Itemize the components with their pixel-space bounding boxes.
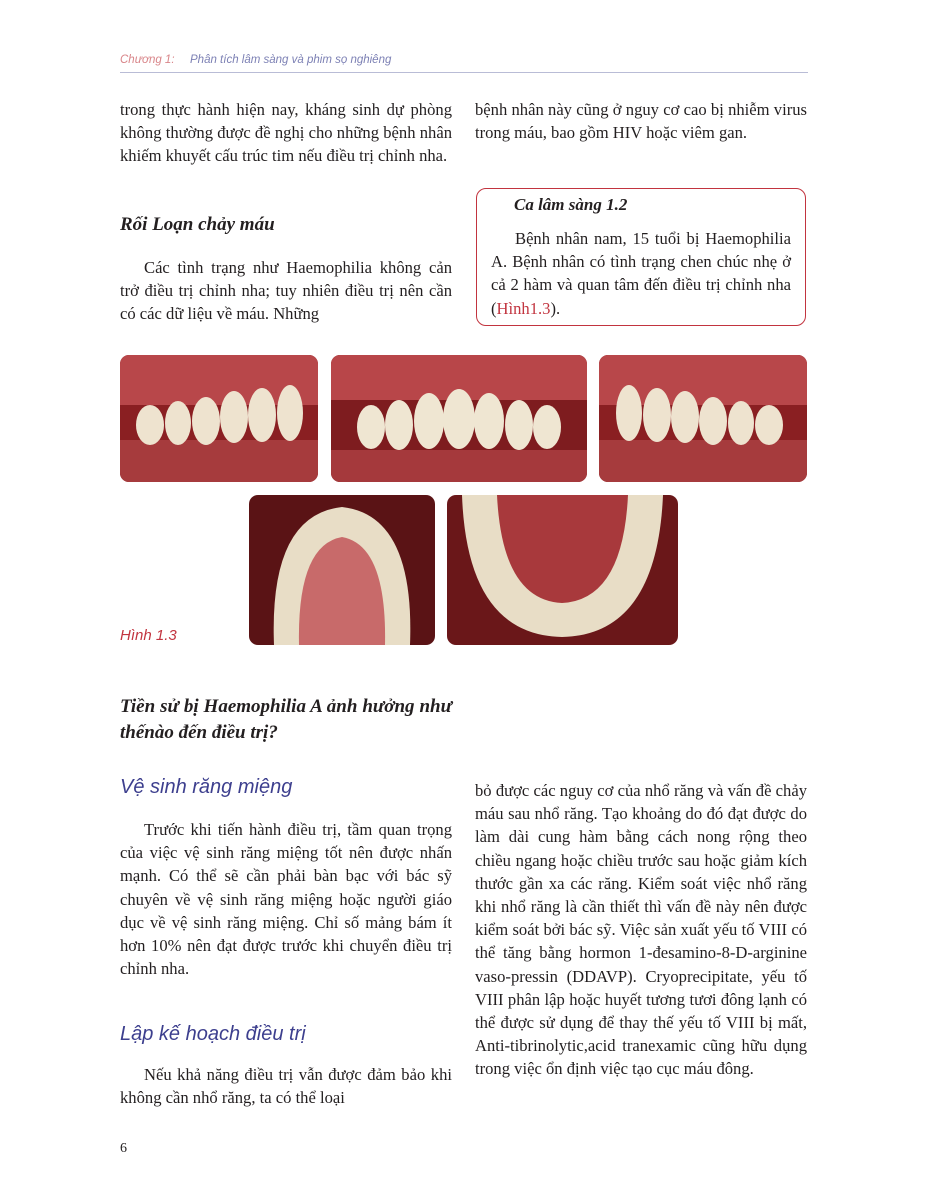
photo-right-buccal <box>120 355 318 482</box>
photo-frontal <box>331 355 587 482</box>
bleeding-paragraph: Các tình trạng như Haemophilia không cản trở điều trị chỉnh nha; tuy nhiên điều trị nên cần có các dữ liệu về máu. Những <box>120 258 452 324</box>
treatment-planning-continued: bỏ được các nguy cơ của nhổ răng và vấn đề chảy máu sau nhổ răng. Tạo khoảng do đó đạt được do làm dài cung hàm bằng cách nong rộng theo chiều ngang hoặc chiều trước sau hoặc giảm kích thước gần xa các răng. Kiểm soát việc nhổ răng khi nhổ răng là cần thiết thì vấn đề này nên được kiểm soát bởi bác sỹ. Việc sản xuất yếu tố VIII có thể tăng bằng hormon 1-đesamino-8-D-arginine vaso-pressin (DDAVP). Cryoprecipitate, yếu tố VIII phân lập hoặc huyết tương tươi đông lạnh có thể được sử dụng để thay thế yếu tố VIII bị mất, Anti-tibrinolytic,acid tranexamic cũng hữu dụng trong việc ổn định việc tạo cục máu đông. <box>475 781 807 1079</box>
photo-left-buccal <box>599 355 807 482</box>
figure-link[interactable]: Hình1.3 <box>496 298 551 318</box>
continued-paragraph: bệnh nhân này cũng ở nguy cơ cao bị nhiễm virus trong máu, bao gồm HIV hoặc viêm gan. <box>475 100 807 143</box>
case-title: Ca lâm sàng 1.2 <box>514 195 628 214</box>
case-text-end: ). <box>550 298 561 318</box>
case-text <box>491 227 791 320</box>
treatment-planning-heading: Lập kế hoạch điều trị <box>120 1023 306 1045</box>
case-text-body: Bệnh nhân nam, 15 tuổi bị Haemophilia A. Bệnh nhân có tình trạng chen chúc nhẹ ở cả 2 hàm và quan tâm đến điều trị chỉnh nha ( <box>491 229 791 318</box>
chapter-label: Chương 1: <box>120 54 175 66</box>
oral-hygiene-heading: Vệ sinh răng miệng <box>120 776 293 798</box>
header-divider <box>120 72 808 73</box>
figure-caption: Hình 1.3 <box>120 627 177 644</box>
question-heading: Tiền sử bị Haemophilia A ảnh hưởng như thếnào đến điều trị? <box>120 696 452 743</box>
photo-upper-occlusal <box>249 495 435 645</box>
running-header-title: Phân tích lâm sàng và phim sọ nghiêng <box>190 54 392 66</box>
photo-lower-occlusal <box>447 495 678 645</box>
bleeding-heading: Rối Loạn chảy máu <box>120 214 275 235</box>
oral-hygiene-paragraph: Trước khi tiến hành điều trị, tầm quan trọng của việc vệ sinh răng miệng tốt nên được nhấn mạnh. Có thể sẽ cần phải bàn bạc với bác sỹ chuyên về vệ sinh răng miệng hoặc người giáo dục về vệ sinh răng miệng. Chỉ số mảng bám ít hơn 10% nên đạt được trước khi chuyển điều trị chỉnh nha. <box>120 820 452 979</box>
intro-paragraph: trong thực hành hiện nay, kháng sinh dự phòng không thường được đề nghị cho những bệnh nhân khiếm khuyết cấu trúc tim nếu điều trị chỉnh nha. <box>120 100 452 166</box>
page-number: 6 <box>120 1141 127 1156</box>
case-box <box>476 188 806 326</box>
treatment-planning-paragraph: Nếu khả năng điều trị vẫn được đảm bảo khi không cần nhổ răng, ta có thể loại <box>120 1065 452 1108</box>
